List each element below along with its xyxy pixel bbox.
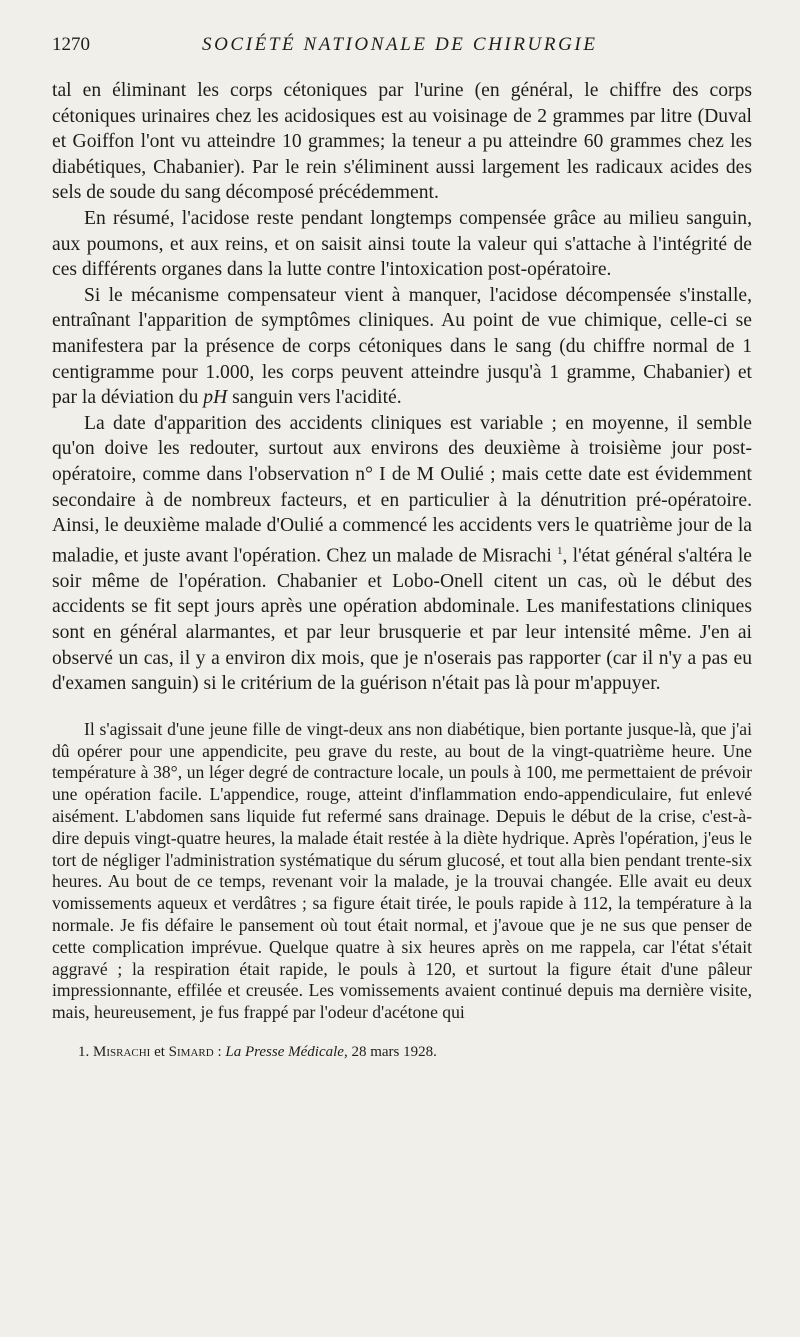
footnote-author-1: Misrachi <box>93 1043 151 1060</box>
ph-rest: sanguin vers l'acidité. <box>227 387 402 409</box>
footnote-reference: 1 <box>557 544 563 557</box>
running-head: SOCIÉTÉ NATIONALE DE CHIRURGIE <box>202 34 598 55</box>
footnote-number: 1. <box>78 1043 90 1060</box>
paragraph-3 <box>52 283 752 411</box>
footnote-date: , 28 mars 1928. <box>343 1043 437 1060</box>
paragraph-5-text: s'altéra le soir même de l'opération. Chabanier et Lobo-Onell citent un cas, où le début des accidents se fit sept jours après une opération abdominale. Les manifestations cliniques sont en général alarmantes, et par leur brusquerie et par leur intensité même. J'en ai observé un cas, il y a environ dix mois, que je n'oserais pas rapporter (car il n'y a pas eu d'examen sanguin) si le critérium de la guérison n'était pas là pour m'appuyer. <box>52 545 752 695</box>
observation-text: Il s'agissait d'une jeune fille de vingt-deux ans non diabétique, bien portante jusque-là, que j'ai dû opérer pour une appendicite, peu grave du reste, au bout de la vingt-quatrième heure. Une température à 38°, un léger degré de contracture locale, un pouls à 100, me permettaient de prévoir une opération facile. L'appendice, rouge, atteint d'inflammation endo-appendiculaire, fut enlevé aisément. L'abdomen sans liquide fut refermé sans drainage. Depuis le début de la crise, c'est-à-dire depuis vingt-quatre heures, la malade était restée à la diète hydrique. Après l'opération, j'eus le tort de négliger l'administration systématique du sérum glucosé, et tout alla bien pendant trente-six heures. Au bout de ce temps, revenant voir la malade, je la trouvai changée. Elle avait eu deux vomissements aqueux et verdâtres ; sa figure était tirée, le pouls rapide à 112, la température à la normale. Je fis défaire le pansement où tout était normal, et j'avoue que je ne sus que penser de cette complication imprévue. Quelque quatre à six heures après on me rappela, car l'état s'était aggravé ; la respiration était rapide, le pouls à 120, et surtout la figure était d'une pâleur impressionnante, effilée et creusée. Les vomissements avaient continué depuis ma dernière visite, mais, heureusement, je fus frappé par l'odeur d'acétone qui <box>52 718 752 1023</box>
ph-symbol: pH <box>203 387 228 409</box>
page-number: 1270 <box>52 34 90 55</box>
footnote-author-2: Simard <box>168 1043 214 1060</box>
footnote-journal: La Presse Médicale <box>225 1043 344 1060</box>
page-header <box>52 34 752 74</box>
paragraph-3-text: Si le mécanisme compensateur vient à manquer, l'acidose décompensée s'installe, entraînant l'apparition de symptômes cliniques. Au point de vue chimique, celle-ci se manifestera par la présence de corps cétoniques dans le sang (du chiffre normal de 1 centigramme pour 1.000, les corps peuvent atteindre jusqu'à 1 gramme, Chabanier) et par la déviation du <box>52 284 752 409</box>
footnote-separator <box>52 1024 752 1042</box>
main-text <box>52 78 752 697</box>
paragraph-2: En résumé, l'acidose reste pendant longtemps compensée grâce au milieu sanguin, aux poumons, et aux reins, et on saisit ainsi toute la valeur qui s'attache à l'intégrité de ces différents organes dans la lutte contre l'intoxication post-opératoire. <box>52 207 752 281</box>
paragraph-4 <box>52 411 752 697</box>
paragraph-1: tal en éliminant les corps cétoniques par l'urine (en général, le chiffre des corps cétoniques urinaires chez les acidosiques est au voisinage de 2 grammes par litre (Duval et Goiffon l'ont vu atteindre 10 grammes; la teneur a pu atteindre 60 grammes chez les diabétiques, Chabanier). Par le rein s'éliminent aussi largement les radicaux acides des sels de soude du sang décomposé précédemment. <box>52 80 752 204</box>
footnote-conjunction: et <box>150 1043 169 1060</box>
paragraph-4-text: La date d'apparition des accidents cliniques est variable ; en moyenne, il semble qu'on doive les redouter, surtout aux environs des deuxième à troisième jour post-opératoire, comme dans l'observation n° I de M Oulié ; mais cette date est évidemment secondaire à de nombreux facteurs, et en particulier à la dénutrition pré-opératoire. Ainsi, le deuxième malade d'Oulié a commencé les accidents vers le quatrième jour de la maladie, et juste avant l'opération. Chez un malade de Misrachi <box>52 412 752 567</box>
footnote-separator-text: : <box>213 1043 226 1060</box>
footnote <box>52 1042 752 1062</box>
case-observation <box>52 719 752 1024</box>
paragraph-4-tail: , l'état général <box>562 545 673 567</box>
